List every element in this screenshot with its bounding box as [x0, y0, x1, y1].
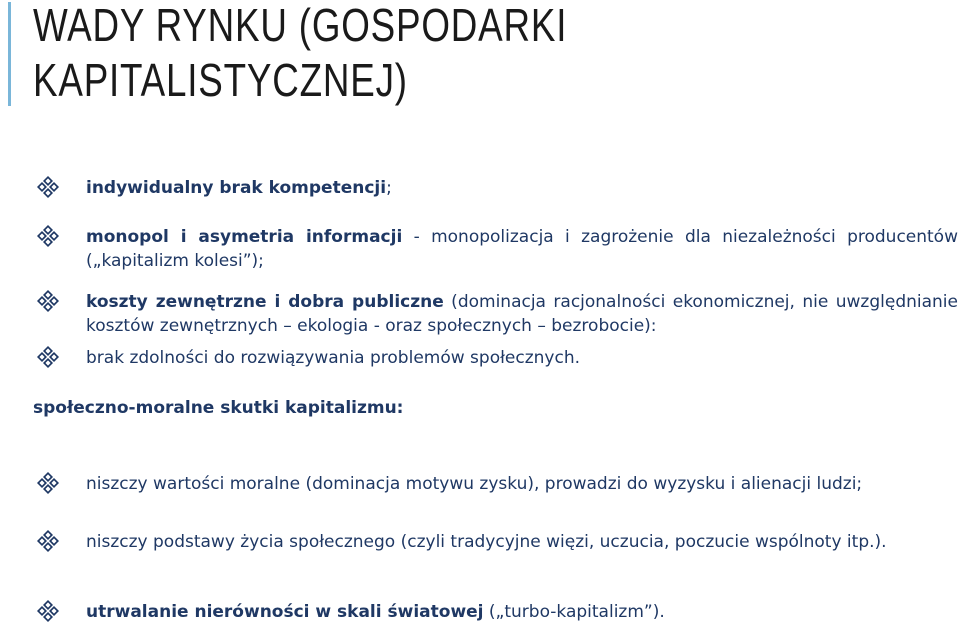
four-diamond-bullet-icon [37, 290, 59, 312]
list-item [86, 290, 958, 338]
four-diamond-bullet-icon [37, 176, 59, 198]
list-item-text: - monopolizacja i zagrożenie dla niezależności producentów („kapitalizm kolesi”); [86, 227, 958, 271]
list-item-text: (dominacja racjonalności ekonomicznej, nie uwzględnianie kosztów zewnętrznych – ekologia - oraz społecznych – bezrobocie): [86, 292, 958, 336]
list-item-bold: monopol i asymetria informacji [86, 227, 403, 247]
four-diamond-bullet-icon [37, 530, 59, 552]
list-item [86, 225, 958, 273]
page-title: WADY RYNKU (GOSPODARKI KAPITALISTYCZNEJ) [33, 0, 568, 106]
list-item-text: niszczy podstawy życia społecznego (czyli tradycyjne więzi, uczucia, poczucie wspólnoty itp.). [86, 532, 887, 552]
four-diamond-bullet-icon [37, 225, 59, 247]
list-item-bold: indywidualny brak kompetencji [86, 178, 387, 198]
list-item [86, 530, 958, 554]
list-item-text: niszczy wartości moralne (dominacja motywu zysku), prowadzi do wyzysku i alienacji ludzi; [86, 474, 863, 494]
list-item [86, 600, 958, 624]
list-item [86, 176, 958, 200]
list-item-text: brak zdolności do rozwiązywania problemów społecznych. [86, 348, 581, 368]
list-item [86, 472, 958, 496]
section-heading: społeczno-moralne skutki kapitalizmu: [33, 398, 404, 418]
list-item-text: („turbo-kapitalizm”). [483, 602, 665, 622]
list-item-bold: utrwalanie nierówności w skali światowej [86, 602, 484, 622]
four-diamond-bullet-icon [37, 346, 59, 368]
title-accent-bar [8, 2, 11, 106]
list-item-bold: koszty zewnętrzne i dobra publiczne [86, 292, 444, 312]
four-diamond-bullet-icon [37, 472, 59, 494]
four-diamond-bullet-icon [37, 600, 59, 622]
list-item [86, 346, 958, 370]
list-item-text: ; [386, 178, 392, 198]
